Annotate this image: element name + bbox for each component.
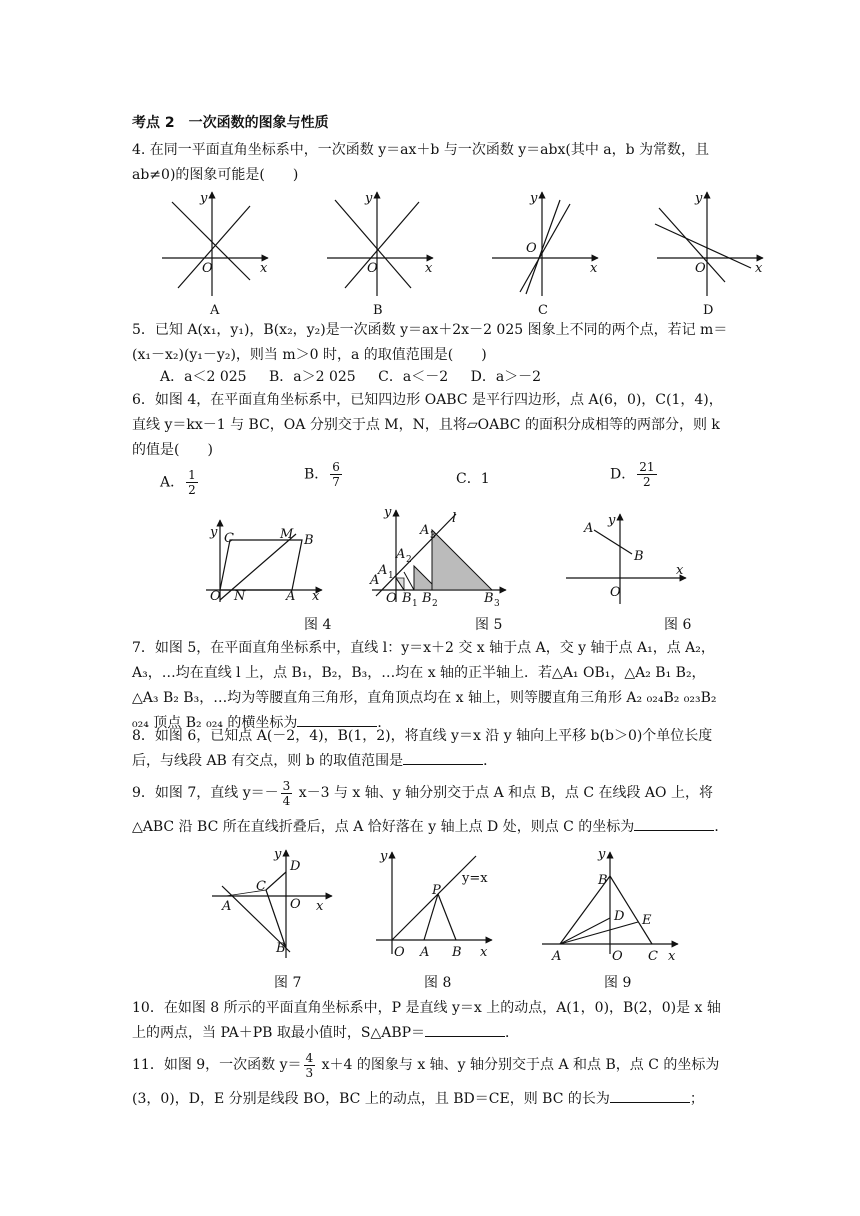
svg-text:A: A xyxy=(584,521,594,536)
svg-text:1: 1 xyxy=(412,599,418,609)
question-11: 11．如图 9，一次函数 y＝ $\frac{4}{3}$ x＋4 的图象与 x 轴、y 轴分别交于点 A 和点 B，点 C 的坐标为(3，0)，D，E 分别是线段 BO，BC 上的动点，且 BD＝CE，则 BC 的长为 ； xyxy=(132,1050,720,1107)
figure-4 xyxy=(206,520,322,604)
q5-option-d: D．a＞－2 xyxy=(470,369,542,385)
svg-text:y: y xyxy=(200,191,208,206)
svg-text:A: A xyxy=(420,945,430,960)
svg-text:x: x xyxy=(316,899,324,914)
question-8: 8．如图 6，已知点 A(－2，4)，B(1，2)，将直线 y＝x 沿 y 轴向上平移 b(b＞0)个单位长度后，与线段 AB 有交点，则 b 的取值范围是 ． xyxy=(132,728,713,769)
svg-text:1: 1 xyxy=(388,571,394,581)
svg-text:O: O xyxy=(290,897,301,912)
question-6: 6．如图 4，在平面直角坐标系中，已知四边形 OABC 是平行四边形，点 A(6，0)，C(1，4)，直线 y＝kx－1 与 BC，OA 分别交于点 M，N，且将▱OABC 的面积分成相等的两部分，则 k 的值是( ) xyxy=(132,392,723,458)
question-5-options xyxy=(160,366,559,388)
q5-option-a: A．a＜2 025 xyxy=(160,369,247,385)
svg-text:B: B xyxy=(422,591,432,606)
question-7: 7．如图 5，在平面直角坐标系中，直线 l：y＝x＋2 交 x 轴于点 A，交 y 轴于点 A₁，点 A₂，A₃，…均在直线 l 上，点 B₁，B₂，B₃，…均在 x 轴的正半轴上．若△A₁ OB₁，△A₂ B₁ B₂，△A₃ B₂ B₃，…均为等腰直角三角形，直角顶点均在 x 轴上，则等腰直角三角形 A₂ ₀₂₄B₂ ₀₂₃B₂ ₀₂₄ 顶点 B₂ ₀₂₄ 的横坐标为 ． xyxy=(132,640,717,731)
graph-option-c xyxy=(492,191,598,316)
answer-blank-8 xyxy=(403,750,483,765)
svg-text:D: D xyxy=(290,859,301,874)
caption-figure-8: 图 8 xyxy=(424,975,452,991)
option-c-label: C xyxy=(538,303,548,316)
svg-text:A: A xyxy=(396,547,406,562)
svg-text:y: y xyxy=(274,847,282,862)
svg-text:A: A xyxy=(552,949,562,964)
answer-blank-9 xyxy=(634,816,714,831)
answer-blank-10 xyxy=(425,1022,505,1037)
figure-9 xyxy=(542,847,678,964)
figure-6 xyxy=(566,513,686,604)
svg-text:x: x xyxy=(676,563,684,578)
svg-text:l: l xyxy=(452,511,457,526)
caption-figure-4: 图 4 xyxy=(304,617,332,633)
svg-text:y: y xyxy=(384,505,392,520)
svg-text:y: y xyxy=(365,191,373,206)
svg-text:x: x xyxy=(312,589,320,604)
graph-option-d xyxy=(655,191,763,316)
svg-text:O: O xyxy=(210,589,221,604)
svg-text:B: B xyxy=(634,549,644,564)
svg-text:x: x xyxy=(480,945,488,960)
svg-text:B: B xyxy=(598,873,608,888)
svg-text:B: B xyxy=(304,533,314,548)
svg-text:y: y xyxy=(608,513,616,528)
option-d-label: D xyxy=(703,303,714,316)
svg-text:2: 2 xyxy=(432,599,438,609)
svg-text:O: O xyxy=(612,949,623,964)
svg-text:E: E xyxy=(642,913,652,928)
q6-option-d: D． $\frac{21}{2}$ xyxy=(610,460,655,489)
question-10: 10．在如图 8 所示的平面直角坐标系中，P 是直线 y＝x 上的动点，A(1，0)，B(2，0)是 x 轴上的两点，当 PA＋PB 取最小值时，S△ABP＝ ． xyxy=(132,1000,721,1041)
svg-text:O: O xyxy=(695,261,706,276)
question-6-options xyxy=(160,460,720,496)
svg-text:2: 2 xyxy=(406,555,412,565)
svg-text:B: B xyxy=(276,941,286,956)
caption-figure-9: 图 9 xyxy=(604,975,632,991)
svg-text:M: M xyxy=(280,527,294,542)
svg-text:y: y xyxy=(210,525,218,540)
svg-text:3: 3 xyxy=(430,531,436,541)
figures-7-8-9 xyxy=(204,846,704,966)
option-a-label: A xyxy=(210,303,220,316)
q6-option-a: A． $\frac{1}{2}$ xyxy=(160,468,196,497)
caption-figure-6: 图 6 xyxy=(664,617,692,633)
graph-option-b xyxy=(327,191,433,316)
svg-text:A: A xyxy=(370,573,380,588)
svg-text:3: 3 xyxy=(494,599,500,609)
caption-figure-7: 图 7 xyxy=(274,975,302,991)
svg-text:B: B xyxy=(452,945,462,960)
svg-text:B: B xyxy=(402,591,412,606)
option-b-label: B xyxy=(373,303,383,316)
svg-text:C: C xyxy=(256,879,266,894)
svg-text:D: D xyxy=(614,909,625,924)
section-heading: 考点 2 一次函数的图象与性质 xyxy=(132,115,329,131)
svg-text:O: O xyxy=(394,945,405,960)
svg-text:y: y xyxy=(380,849,388,864)
q5-option-c: C．a＜－2 xyxy=(378,369,449,385)
svg-text:P: P xyxy=(432,883,441,898)
svg-text:x: x xyxy=(668,949,676,964)
svg-text:x: x xyxy=(425,261,433,276)
figures-4-5-6 xyxy=(196,504,706,612)
figure-5 xyxy=(369,505,506,609)
answer-blank-11 xyxy=(610,1088,690,1103)
svg-text:O: O xyxy=(367,261,378,276)
question-9: 9．如图 7，直线 y＝－ $\frac{3}{4}$ x－3 与 x 轴、y 轴分别交于点 A 和点 B，点 C 在线段 AO 上，将△ABC 沿 BC 所在直线折叠后，点 A 恰好落在 y 轴上点 D 处，则点 C 的坐标为 ． xyxy=(132,778,729,835)
q6-option-c: C．1 xyxy=(456,471,490,487)
q5-option-b: B．a＞2 025 xyxy=(269,369,356,385)
svg-text:A: A xyxy=(286,589,296,604)
q6-option-b: B． $\frac{6}{7}$ xyxy=(304,460,340,489)
svg-text:x: x xyxy=(755,261,763,276)
svg-text:x: x xyxy=(590,261,598,276)
svg-text:C: C xyxy=(224,531,234,546)
graph-option-a xyxy=(162,191,268,316)
svg-text:A: A xyxy=(420,523,430,538)
svg-text:A: A xyxy=(222,899,232,914)
svg-text:O: O xyxy=(526,241,537,256)
svg-text:C: C xyxy=(648,949,658,964)
svg-text:A: A xyxy=(378,563,388,578)
figure-7 xyxy=(212,847,332,958)
svg-text:N: N xyxy=(234,589,246,604)
question-4: 4. 在同一平面直角坐标系中，一次函数 y＝ax＋b 与一次函数 y＝abx(其中 a，b 为常数，且 ab≠0)的图象可能是( ) xyxy=(132,142,710,183)
svg-text:y: y xyxy=(695,191,703,206)
caption-figure-5: 图 5 xyxy=(475,617,503,633)
svg-text:y: y xyxy=(530,191,538,206)
question-5: 5．已知 A(x₁，y₁)，B(x₂，y₂)是一次函数 y＝ax＋2x－2 025 图象上不同的两个点，若记 m＝(x₁－x₂)(y₁－y₂)，则当 m＞0 时，a 的取值范围是( ) xyxy=(132,322,728,363)
svg-text:O: O xyxy=(202,261,213,276)
svg-text:B: B xyxy=(484,591,494,606)
svg-text:O: O xyxy=(610,585,621,600)
svg-text:y: y xyxy=(598,847,606,862)
svg-text:x: x xyxy=(260,261,268,276)
svg-text:O: O xyxy=(386,591,397,606)
svg-text:y=x: y=x xyxy=(462,871,488,886)
q4-option-graphs xyxy=(150,188,770,316)
figure-8 xyxy=(376,849,492,960)
